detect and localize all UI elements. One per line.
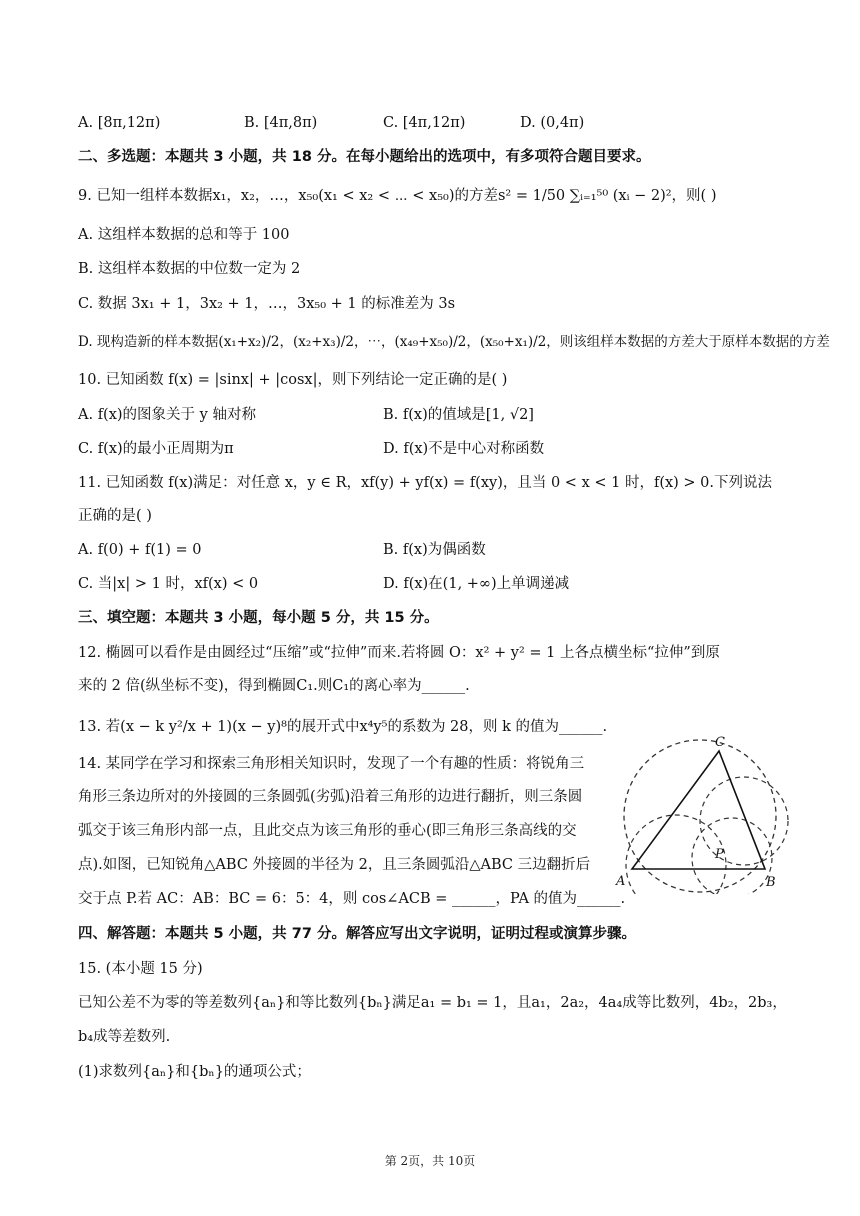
q15-title: 15. (本小题 15 分) — [78, 961, 203, 977]
q10-option-c: C. f(x)的最小正周期为π — [78, 441, 234, 457]
q10-stem: 10. 已知函数 f(x) = |sinx| + |cosx|，则下列结论一定正确的是( ) — [78, 372, 508, 388]
option-a: A. [8π,12π) — [78, 115, 161, 131]
option-b: B. [4π,8π) — [244, 115, 318, 131]
option-d: D. (0,4π) — [520, 115, 585, 131]
q14-line5: 交于点 P.若 AC：AB：BC = 6：5：4，则 cos∠ACB = ______，PA 的值为______. — [78, 891, 626, 907]
option-c: C. [4π,12π) — [383, 115, 466, 131]
triangle-figure — [612, 728, 792, 894]
q11-option-c: C. 当|x| > 1 时，xf(x) < 0 — [78, 576, 259, 592]
q13-text: 13. 若(x − k y²/x + 1)(x − y)⁸的展开式中x⁴y⁵的系数为 28，则 k 的值为______. — [78, 719, 608, 735]
q11-stem-line2: 正确的是( ) — [78, 508, 152, 524]
q10-option-b: B. f(x)的值域是[1, √2] — [383, 407, 534, 423]
section4-heading: 四、解答题：本题共 5 小题，共 77 分。解答应写出文字说明，证明过程或演算步骤。 — [78, 926, 636, 942]
folded-arc-ab — [626, 815, 726, 894]
q11-option-b: B. f(x)为偶函数 — [383, 542, 486, 558]
q14-line1: 14. 某同学在学习和探索三角形相关知识时，发现了一个有趣的性质：将锐角三 — [78, 756, 585, 772]
q12-line2: 来的 2 倍(纵坐标不变)，得到椭圆C₁.则C₁的离心率为______. — [78, 678, 470, 694]
q15-line2: b₄成等差数列. — [78, 1029, 171, 1045]
q11-option-a: A. f(0) + f(1) = 0 — [78, 542, 202, 558]
q14-line3: 弧交于该三角形内部一点，且此交点为该三角形的垂心(即三角形三条高线的交 — [78, 823, 577, 839]
q10-option-d: D. f(x)不是中心对称函数 — [383, 441, 545, 457]
q15-part1: (1)求数列{aₙ}和{bₙ}的通项公式； — [78, 1064, 311, 1080]
q9-option-d: D. 现构造新的样本数据(x₁+x₂)/2，(x₂+x₃)/2，⋯，(x₄₉+x₅₀)/2，(x₅₀+x₁)/2，则该组样本数据的方差大于原样本数据的方差 — [78, 334, 830, 350]
page-footer: 第 2页，共 10页 — [384, 1154, 476, 1168]
q11-stem-line1: 11. 已知函数 f(x)满足：对任意 x，y ∈ R，xf(y) + yf(x) = f(xy)，且当 0 < x < 1 时，f(x) > 0.下列说法 — [78, 475, 773, 491]
section3-heading: 三、填空题：本题共 3 小题，每小题 5 分，共 15 分。 — [78, 610, 439, 626]
q14-line4: 点).如图，已知锐角△ABC 外接圆的半径为 2，且三条圆弧沿△ABC 三边翻折后 — [78, 857, 591, 873]
q10-option-a: A. f(x)的图象关于 y 轴对称 — [78, 407, 256, 423]
triangle-abc — [632, 751, 765, 869]
q9-stem: 9. 已知一组样本数据x₁，x₂，…，x₅₀(x₁ < x₂ < ⋯ < x₅₀)的方差s² = 1/50 ∑ᵢ₌₁⁵⁰ (xᵢ − 2)²，则( ) — [78, 188, 717, 204]
q9-option-b: B. 这组样本数据的中位数一定为 2 — [78, 261, 301, 277]
q12-line1: 12. 椭圆可以看作是由圆经过“压缩”或“拉伸”而来.若将圆 O：x² + y² = 1 上各点横坐标“拉伸”到原 — [78, 645, 720, 661]
q9-option-a: A. 这组样本数据的总和等于 100 — [78, 227, 290, 243]
q14-line2: 角形三条边所对的外接圆的三条圆弧(劣弧)沿着三角形的边进行翻折，则三条圆 — [78, 789, 583, 805]
section2-heading: 二、多选题：本题共 3 小题，共 18 分。在每小题给出的选项中，有多项符合题目要求。 — [78, 149, 651, 165]
q11-option-d: D. f(x)在(1, +∞)上单调递减 — [383, 576, 570, 592]
label-b: B — [766, 875, 776, 890]
q15-line1: 已知公差不为零的等差数列{aₙ}和等比数列{bₙ}满足a₁ = b₁ = 1，且a₁，2a₂，4a₄成等比数列，4b₂，2b₃， — [78, 995, 787, 1011]
q9-option-c: C. 数据 3x₁ + 1，3x₂ + 1，…，3x₅₀ + 1 的标准差为 3s — [78, 296, 456, 312]
label-a: A — [616, 874, 626, 889]
folded-arc-bc — [700, 777, 788, 865]
label-p: P — [715, 847, 724, 862]
label-c: C — [715, 735, 725, 750]
